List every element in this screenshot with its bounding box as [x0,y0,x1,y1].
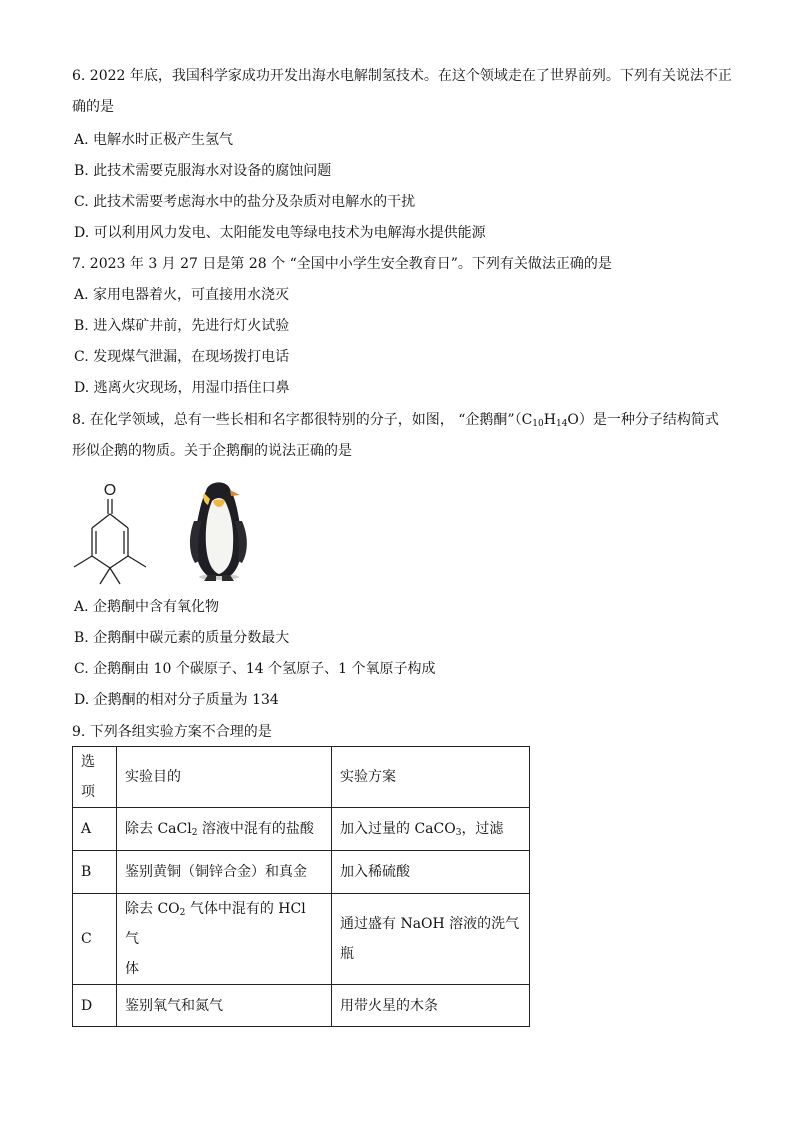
header-purpose: 实验目的 [117,747,332,808]
q6-stem-line2: 确的是 [72,99,114,115]
q6-option-a: A. 电解水时正极产生氢气 [74,132,234,148]
row-a-plan-sub: 3 [455,828,462,838]
row-a-plan-pre: 加入过量的 CaCO [340,821,456,837]
q8-stem-post: O）是一种分子结构简式 [567,412,719,428]
q9-stem: 9. 下列各组实验方案不合理的是 [72,724,272,740]
row-b-plan: 加入稀硫酸 [332,851,530,894]
q8-stem-line2: 形似企鹅的物质。关于企鹅酮的说法正确的是 [72,443,352,459]
row-a-goal-post: 溶液中混有的盐酸 [197,821,314,837]
q6-option-c: C. 此技术需要考虑海水中的盐分及杂质对电解水的干扰 [74,194,416,210]
row-b-key: B [73,851,117,894]
table-row [73,985,530,1027]
q7-option-a: A. 家用电器着火，可直接用水浇灭 [74,287,290,303]
q8-stem-pre: 8. 在化学领域，总有一些长相和名字都很特别的分子，如图， “企鹅酮”（C [72,412,533,428]
penguinone-structure-diagram [68,476,158,588]
row-c-goal-pre: 除去 CO [125,901,180,917]
molecule-bonds [74,499,146,584]
row-d-key: D [73,985,117,1027]
q9-experiment-table [72,746,530,1027]
row-c-plan-line1: 通过盛有 NaOH 溶液的洗气 [340,916,520,932]
table-row [73,851,530,894]
row-a-key: A [73,808,117,851]
q8-stem-line1 [72,410,719,430]
penguin-illustration [186,477,252,585]
row-a-goal-pre: 除去 CaCl [125,821,192,837]
q6-option-b: B. 此技术需要克服海水对设备的腐蚀问题 [74,163,332,179]
row-a-plan [332,808,530,851]
q8-option-d: D. 企鹅酮的相对分子质量为 134 [74,692,279,708]
q7-option-c: C. 发现煤气泄漏，在现场拨打电话 [74,349,290,365]
row-c-plan-line2: 瓶 [340,946,354,962]
q8-formula-h-sub: 14 [555,419,568,429]
q8-formula-h: H [543,412,556,428]
q7-option-d: D. 逃离火灾现场，用湿巾捂住口鼻 [74,380,290,396]
row-c-goal [117,894,332,985]
row-c-plan [332,894,530,985]
header-option: 选项 [73,747,117,808]
row-b-goal: 鉴别黄铜（铜锌合金）和真金 [117,851,332,894]
row-a-plan-post: ，过滤 [461,821,504,837]
q8-formula-c-sub: 10 [532,419,544,429]
table-row [73,894,530,985]
row-a-goal [117,808,332,851]
q8-option-c: C. 企鹅酮由 10 个碳原子、14 个氢原子、1 个氧原子构成 [74,661,436,677]
row-c-goal-post: 气体中混有的 HCl 气 [125,901,306,947]
molecule-oxygen-label: O [103,482,117,499]
q7-stem: 7. 2023 年 3 月 27 日是第 28 个 “全国中小学生安全教育日”。下列有关做法正确的是 [72,256,612,272]
row-d-goal: 鉴别氧气和氮气 [117,985,332,1027]
q7-option-b: B. 进入煤矿井前，先进行灯火试验 [74,318,290,334]
row-c-goal-line2: 体 [125,961,139,977]
table-row [73,808,530,851]
table-header-row [73,747,530,808]
q8-option-b: B. 企鹅酮中碳元素的质量分数最大 [74,630,290,646]
q8-option-a: A. 企鹅酮中含有氧化物 [74,599,220,615]
q6-option-d: D. 可以利用风力发电、太阳能发电等绿电技术为电解海水提供能源 [74,225,486,241]
header-plan: 实验方案 [332,747,530,808]
row-c-key: C [73,894,117,985]
row-d-plan: 用带火星的木条 [332,985,530,1027]
q6-stem-line1: 6. 2022 年底，我国科学家成功开发出海水电解制氢技术。在这个领域走在了世界前列。下列有关说法不正 [72,68,732,84]
row-a-goal-sub: 2 [191,828,198,838]
row-c-goal-sub: 2 [179,908,186,918]
